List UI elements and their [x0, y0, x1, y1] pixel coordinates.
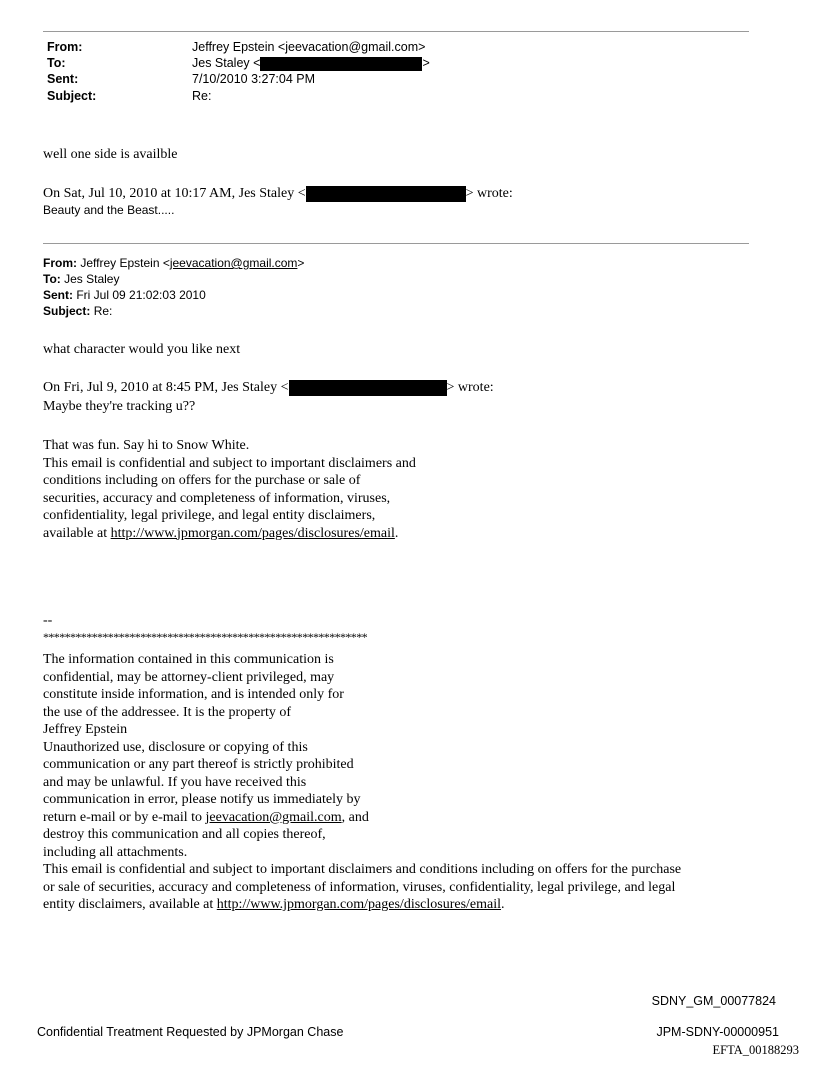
quoted-sent-label: Sent: [43, 288, 73, 302]
notice-line: confidential, may be attorney-client privileged, may [43, 669, 335, 685]
subject-value: Re: [192, 89, 212, 103]
top-divider [43, 31, 749, 32]
final-disclaimer-last-line [43, 896, 681, 914]
bates-efta: EFTA_00188293 [712, 1043, 799, 1057]
quoted-to [43, 272, 119, 286]
quoted-subject [43, 304, 112, 318]
notice-line: The information contained in this communication is [43, 652, 334, 667]
disclaimer-last-suffix: . [394, 525, 399, 541]
quoted-from-email-link[interactable]: jeevacation@gmail.com [169, 256, 298, 270]
subject-label: Subject: [47, 89, 97, 103]
return-email-link[interactable]: jeevacation@gmail.com [205, 809, 342, 825]
quote2-intro-suffix: > wrote: [446, 380, 494, 395]
notice-line: the use of the addressee. It is the property of [43, 704, 292, 720]
signature-dashes: -- [43, 613, 53, 628]
notice-return-line [43, 809, 681, 827]
notice-line: including all attachments. [43, 844, 188, 860]
final-last-prefix: entity disclaimers, available at [43, 897, 217, 912]
message2-body: what character would you like next [43, 342, 241, 357]
notice-line: constitute inside information, and is intended only for [43, 687, 344, 702]
bates-sdny: SDNY_GM_00077824 [651, 994, 776, 1008]
return-prefix: return e-mail or by e-mail to [43, 809, 206, 825]
quote2-line1: Maybe they're tracking u?? [43, 399, 196, 414]
notice-line: and may be unlawful. If you have received this [43, 774, 307, 790]
quote-intro [43, 185, 513, 203]
from-value: Jeffrey Epstein <jeevacation@gmail.com> [192, 40, 426, 54]
confidential-treatment-note: Confidential Treatment Requested by JPMorgan Chase [37, 1025, 344, 1039]
notice-line: Jeffrey Epstein [43, 722, 128, 737]
quote-intro-suffix: > wrote: [465, 186, 513, 201]
to-value [192, 56, 430, 71]
redaction-bar [306, 186, 466, 202]
redaction-bar [260, 57, 422, 71]
quoted-from-close: > [297, 256, 305, 270]
from-label: From: [47, 40, 83, 54]
final-disclaimer-line: This email is confidential and subject to important disclaimers and conditions including on offers for the purchase [43, 862, 682, 877]
disclaimer-line: conditions including on offers for the purchase or sale of [43, 473, 361, 488]
message-body: well one side is availble [43, 147, 178, 162]
final-disclosures-link[interactable]: http://www.jpmorgan.com/pages/disclosures/email [216, 897, 502, 912]
quoted-subject-value: Re: [93, 304, 113, 318]
disclaimer-line: This email is confidential and subject to important disclaimers and [43, 455, 416, 471]
quoted-sent-value: Fri Jul 09 21:02:03 2010 [76, 288, 206, 302]
disclosures-link[interactable]: http://www.jpmorgan.com/pages/disclosures/email [110, 525, 395, 541]
disclaimer-line: confidentiality, legal privilege, and legal entity disclaimers, [43, 508, 376, 523]
quote-divider [43, 243, 749, 244]
to-suffix: > [422, 56, 430, 70]
quote2-block [43, 437, 416, 542]
return-suffix: , and [341, 809, 369, 825]
disclaimer-last-prefix: available at [43, 525, 111, 541]
sent-value: 7/10/2010 3:27:04 PM [192, 72, 316, 86]
notice-line: communication or any part thereof is strictly prohibited [43, 757, 354, 772]
notice-line: communication in error, please notify us immediately by [43, 792, 361, 807]
quoted-from [43, 256, 304, 270]
quoted-from-name: Jeffrey Epstein < [80, 256, 170, 270]
disclaimer-last-line [43, 525, 416, 543]
quote-intro-prefix: On Sat, Jul 10, 2010 at 10:17 AM, Jes Staley < [43, 186, 306, 201]
redaction-bar [289, 380, 447, 396]
to-label: To: [47, 56, 66, 70]
final-last-suffix: . [501, 897, 505, 912]
quote2-intro [43, 379, 494, 397]
quote2-intro-prefix: On Fri, Jul 9, 2010 at 8:45 PM, Jes Staley < [43, 380, 289, 395]
sent-label: Sent: [47, 72, 79, 86]
disclaimer-line: securities, accuracy and completeness of information, viruses, [43, 490, 391, 506]
notice-line: Unauthorized use, disclosure or copying of this [43, 739, 308, 755]
quoted-from-label: From: [43, 256, 77, 270]
signature-stars: ************************************************************ [43, 630, 368, 644]
quoted-sent [43, 288, 206, 302]
final-disclaimer-line: or sale of securities, accuracy and completeness of information, viruses, confidentiality, legal privilege, and legal [43, 879, 676, 895]
notice-line: destroy this communication and all copies thereof, [43, 827, 326, 842]
quoted-to-label: To: [43, 272, 61, 286]
quoted-subject-label: Subject: [43, 304, 91, 318]
bates-jpm: JPM-SDNY-00000951 [656, 1025, 779, 1039]
quoted-to-value: Jes Staley [64, 272, 120, 286]
quote2-line2: That was fun. Say hi to Snow White. [43, 438, 250, 453]
to-prefix: Jes Staley < [192, 56, 261, 70]
quote-body: Beauty and the Beast..... [43, 203, 175, 217]
confidentiality-notice [43, 651, 681, 914]
